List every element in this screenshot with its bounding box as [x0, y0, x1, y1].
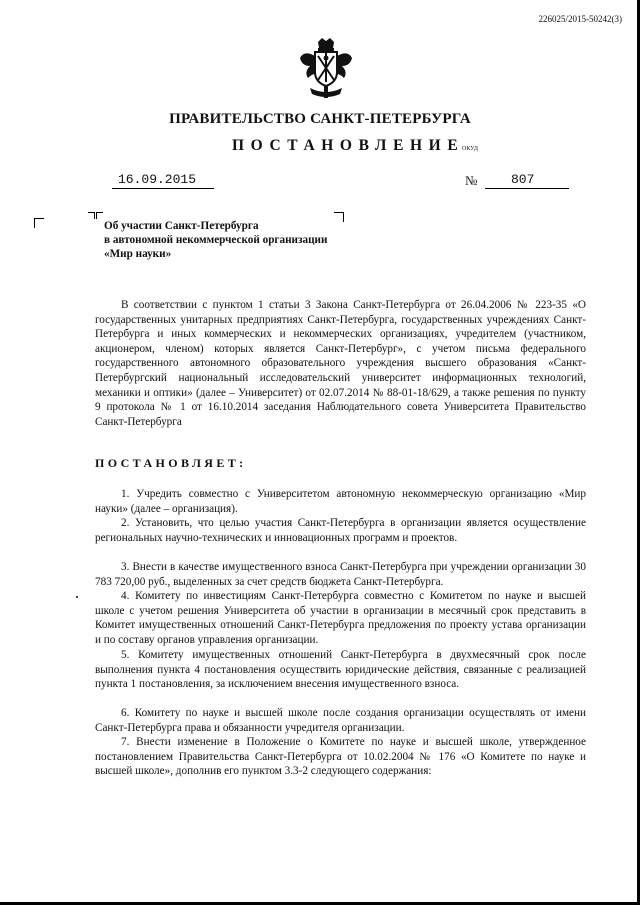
item-3: 3. Внести в качестве имущественного взноса Санкт-Петербурга при учреждении организации 30 783 720,00 руб., выделенных за счет средств бюджета Санкт-Петербурга. — [95, 561, 586, 588]
item-7: 7. Внести изменение в Положение о Комитете по науке и высшей школе, утвержденное постановлением Правительства Санкт-Петербурга от 10.02.2004 № 176 «О Комитете по науке и высшей школе», дополнив его пунктом 3.3-2 следующего содержания: — [95, 736, 586, 778]
coat-of-arms-icon — [296, 36, 356, 102]
document-subject — [104, 219, 327, 261]
document-number: 807 — [485, 172, 569, 189]
item-1: 1. Учредить совместно с Университетом автономную некоммерческую организацию «Мир науки» (далее – организация). — [95, 488, 586, 515]
okud-label: ОКУД — [462, 146, 478, 152]
number-label: № — [465, 173, 478, 188]
item-4: 4. Комитету по инвестициям Санкт-Петербурга совместно с Комитетом по науке и высшей школе с учетом решения Университета об участии в организации в месячный срок представить в Комитет имущественных отношений Санкт-Петербурга предложения по проекту устава организации и по составу органов управления организации. — [95, 590, 586, 646]
item-2: 2. Установить, что целью участия Санкт-Петербурга в организации является осуществление региональных научно-технических и инновационных программ и проектов. — [95, 517, 586, 544]
item-6: 6. Комитету по науке и высшей школе после создания организации осуществлять от имени Санкт-Петербурга права и обязанности учредителя организации. — [95, 707, 586, 734]
subject-line-1: Об участии Санкт-Петербурга — [104, 220, 259, 232]
corner-mark-left-outer — [34, 218, 44, 228]
corner-mark-right — [334, 212, 344, 222]
document-date: 16.09.2015 — [112, 172, 214, 189]
corner-mark-left-inner-2 — [96, 212, 103, 219]
resolves-heading: ПОСТАНОВЛЯЕТ: — [95, 456, 247, 470]
item-5: 5. Комитету имущественных отношений Санкт-Петербурга в двухмесячный срок после выполнения пункта 4 постановления осуществить юридические действия, связанные с реализацией пункта 1 постановления, за исключением внесения имущественного взноса. — [95, 649, 586, 691]
corner-mark-left-inner — [88, 212, 95, 219]
subject-line-2: в автономной некоммерческой организации — [104, 234, 328, 246]
document-reference-number: 226025/2015-50242(3) — [538, 14, 622, 24]
preamble-paragraph: В соответствии с пунктом 1 статьи 3 Закона Санкт-Петербурга от 26.04.2006 № 223-35 «О государственных унитарных предприятиях Санкт-Петербурга, государственных учреждениях Санкт-Петербурга и иных коммерческих и некоммерческих организациях, учредителем (участником, акционером, членом) которых является Санкт-Петербург», с учетом письма федерального государственного автономного образовательного учреждения высшего образования «Санкт-Петербургский национальный исследовательский университет информационных технологий, механики и оптики» (далее – Университет) от 02.07.2014 № 88-01-18/629, а также решения по пункту 9 протокола № 1 от 16.10.2014 заседания Наблюдательного совета Университета Правительство Санкт-Петербурга — [95, 299, 586, 428]
document-type: ПОСТАНОВЛЕНИЕ — [232, 137, 465, 154]
government-title: ПРАВИТЕЛЬСТВО САНКТ-ПЕТЕРБУРГА — [169, 111, 471, 127]
margin-dot — [76, 596, 78, 598]
subject-line-3: «Мир науки» — [104, 248, 172, 260]
